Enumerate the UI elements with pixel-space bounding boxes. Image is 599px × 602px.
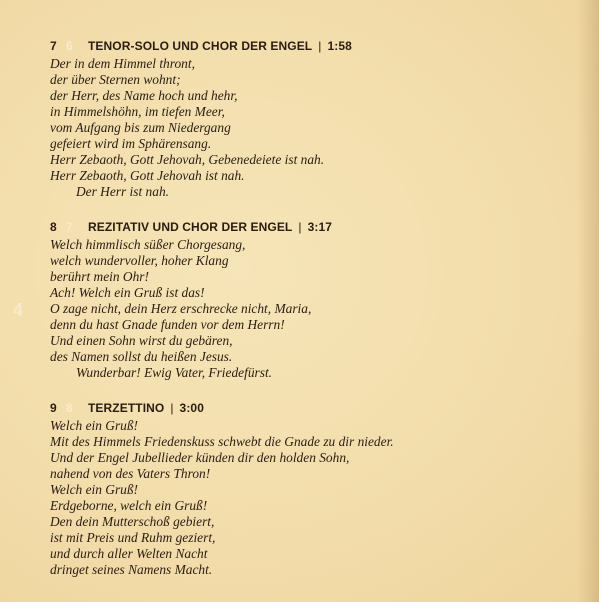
lyric-line: des Namen sollst du heißen Jesus. (50, 349, 233, 364)
track-index: 7 (66, 220, 73, 234)
lyric-line: der Herr, des Name hoch und hehr, (50, 88, 238, 103)
track-number: 7 (50, 39, 57, 53)
lyric-line: Erdgeborne, welch ein Gruß! (50, 498, 208, 513)
track-index: 6 (66, 39, 73, 53)
track-number: 8 (50, 220, 57, 234)
track-title: TERZETTINO (88, 401, 165, 415)
lyrics-block (50, 418, 580, 578)
track-title: REZITATIV UND CHOR DER ENGEL (88, 220, 293, 234)
lyric-line: Herr Zebaoth, Gott Jehovah, Gebenedeiete ist nah. (50, 152, 325, 167)
lyric-line: welch wundervoller, hoher Klang (50, 253, 229, 268)
lyric-line: berührt mein Ohr! (50, 269, 149, 284)
track-duration: 1:58 (327, 39, 352, 53)
lyrics-block (50, 237, 580, 381)
lyric-line: Und der Engel Jubellieder künden dir den holden Sohn, (50, 450, 350, 465)
lyric-line: Ach! Welch ein Gruß ist das! (50, 285, 205, 300)
page-edge-shadow (577, 0, 599, 602)
track-duration: 3:00 (179, 401, 204, 415)
track-heading (50, 219, 580, 236)
lyric-line: dringet seines Namens Macht. (50, 562, 213, 577)
lyric-line: Herr Zebaoth, Gott Jehovah ist nah. (50, 168, 245, 183)
lyric-line: in Himmelshöhn, im tiefen Meer, (50, 104, 225, 119)
separator: | (298, 220, 302, 234)
track-index: 8 (66, 401, 73, 415)
lyrics-block (50, 56, 580, 200)
track-heading (50, 38, 580, 55)
lyric-line: nahend von des Vaters Thron! (50, 466, 211, 481)
track-section (50, 38, 580, 200)
lyric-line: Mit des Himmels Friedenskuss schwebt die Gnade zu dir nieder. (50, 434, 394, 449)
track-section (50, 400, 580, 578)
lyric-line: Welch ein Gruß! (50, 482, 139, 497)
lyric-line: Und einen Sohn wirst du gebären, (50, 333, 233, 348)
separator: | (318, 39, 322, 53)
lyric-line: gefeiert wird im Sphärensang. (50, 136, 212, 151)
page-number: 4 (13, 300, 24, 320)
lyric-line: denn du hast Gnade funden vor dem Herrn! (50, 317, 285, 332)
lyric-line: vom Aufgang bis zum Niedergang (50, 120, 231, 135)
booklet-lyrics (50, 38, 580, 597)
lyric-line: Der Herr ist nah. (76, 184, 169, 199)
track-number: 9 (50, 401, 57, 415)
lyric-line: und durch aller Welten Nacht (50, 546, 208, 561)
lyric-line: Der in dem Himmel thront, (50, 56, 195, 71)
lyric-line: der über Sternen wohnt; (50, 72, 181, 87)
lyric-line: Wunderbar! Ewig Vater, Friedefürst. (76, 365, 273, 380)
lyric-line: O zage nicht, dein Herz erschrecke nicht, Maria, (50, 301, 312, 316)
track-heading (50, 400, 580, 417)
lyric-line: Welch himmlisch süßer Chorgesang, (50, 237, 246, 252)
track-duration: 3:17 (307, 220, 332, 234)
track-title: TENOR-SOLO UND CHOR DER ENGEL (88, 39, 313, 53)
lyric-line: Welch ein Gruß! (50, 418, 139, 433)
separator: | (170, 401, 174, 415)
lyric-line: Den dein Mutterschoß gebiert, (50, 514, 215, 529)
track-section (50, 219, 580, 381)
lyric-line: ist mit Preis und Ruhm geziert, (50, 530, 216, 545)
